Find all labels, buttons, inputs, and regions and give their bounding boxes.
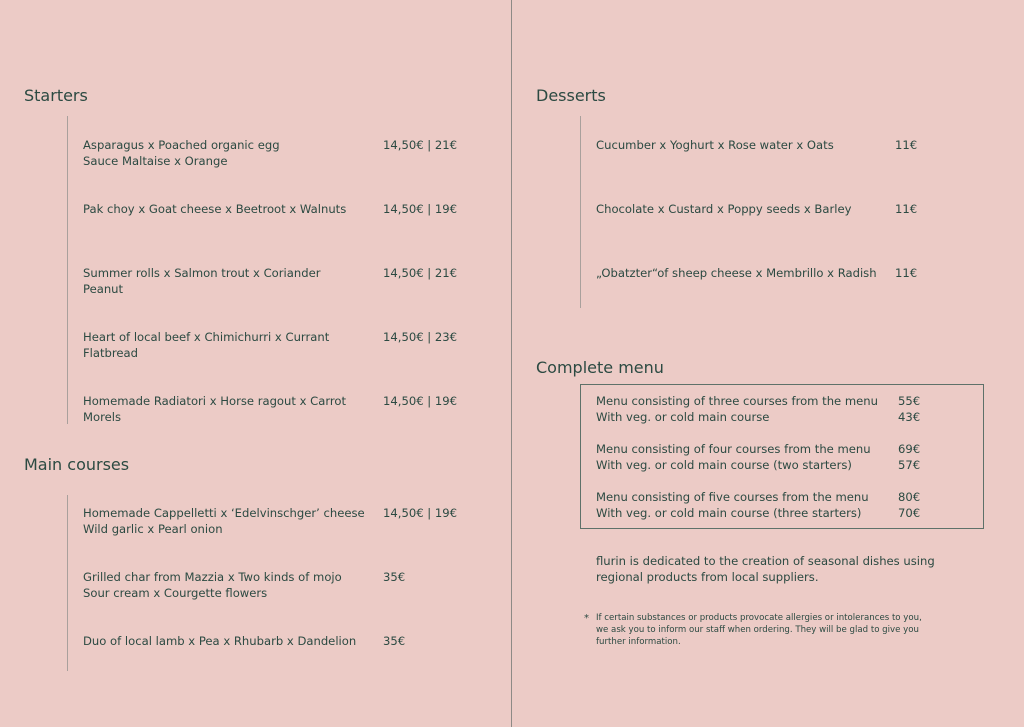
dish-line: „Obatzter“of sheep cheese x Membrillo x Radish: [596, 266, 877, 280]
main-courses-heading: Main courses: [24, 455, 130, 474]
allergy-note: further information.: [596, 637, 681, 647]
menu-price: 70€: [898, 506, 921, 520]
desserts-heading: Desserts: [536, 86, 606, 105]
dish-line: Pak choy x Goat cheese x Beetroot x Walnuts: [83, 202, 347, 216]
dish-line: Cucumber x Yoghurt x Rose water x Oats: [596, 138, 834, 152]
dish-price: 14,50€ | 19€: [383, 202, 457, 216]
dish-price: 14,50€ | 23€: [383, 330, 457, 344]
menu-line: Menu consisting of four courses from the menu: [596, 442, 871, 456]
dish-line: Flatbread: [83, 346, 139, 360]
dish-price: 11€: [895, 266, 918, 280]
menu-line: Menu consisting of five courses from the menu: [596, 490, 869, 504]
menu-price: 69€: [898, 442, 921, 456]
dish-line: Wild garlic x Pearl onion: [83, 522, 223, 536]
menu-price: 55€: [898, 394, 921, 408]
seasonal-note: flurin is dedicated to the creation of seasonal dishes using: [596, 554, 935, 568]
dish-price: 35€: [383, 634, 406, 648]
dish-line: Peanut: [83, 282, 124, 296]
menu-price: 57€: [898, 458, 921, 472]
allergy-note: If certain substances or products provocate allergies or intolerances to you,: [596, 613, 922, 623]
dish-price: 14,50€ | 19€: [383, 506, 457, 520]
menu-line: With veg. or cold main course (two starters): [596, 458, 852, 472]
allergy-note: we ask you to inform our staff when ordering. They will be glad to give you: [596, 625, 919, 635]
dish-line: Sauce Maltaise x Orange: [83, 154, 228, 168]
menu-price: 43€: [898, 410, 921, 424]
dish-line: Chocolate x Custard x Poppy seeds x Barley: [596, 202, 852, 216]
main-courses-rule: [67, 495, 68, 671]
dish-line: Heart of local beef x Chimichurri x Currant: [83, 330, 330, 344]
dish-price: 35€: [383, 570, 406, 584]
dish-price: 14,50€ | 21€: [383, 266, 457, 280]
dish-price: 11€: [895, 202, 918, 216]
dish-line: Duo of local lamb x Pea x Rhubarb x Dandelion: [83, 634, 357, 648]
desserts-rule: [580, 116, 581, 308]
footnote-asterisk: *: [584, 613, 589, 624]
dish-line: Summer rolls x Salmon trout x Coriander: [83, 266, 321, 280]
dish-line: Grilled char from Mazzia x Two kinds of mojo: [83, 570, 342, 584]
dish-price: 14,50€ | 19€: [383, 394, 457, 408]
dish-line: Morels: [83, 410, 122, 424]
dish-line: Sour cream x Courgette flowers: [83, 586, 268, 600]
menu-line: With veg. or cold main course (three starters): [596, 506, 862, 520]
menu-price: 80€: [898, 490, 921, 504]
complete-menu-heading: Complete menu: [536, 358, 664, 377]
starters-heading: Starters: [24, 86, 88, 105]
dish-line: Homemade Cappelletti x ‘Edelvinschger’ cheese: [83, 506, 365, 520]
dish-price: 14,50€ | 21€: [383, 138, 457, 152]
dish-line: Homemade Radiatori x Horse ragout x Carrot: [83, 394, 347, 408]
seasonal-note: regional products from local suppliers.: [596, 570, 819, 584]
starters-rule: [67, 116, 68, 424]
dish-line: Asparagus x Poached organic egg: [83, 138, 280, 152]
menu-line: Menu consisting of three courses from the menu: [596, 394, 878, 408]
dish-price: 11€: [895, 138, 918, 152]
menu-line: With veg. or cold main course: [596, 410, 770, 424]
page-divider: [511, 0, 512, 727]
